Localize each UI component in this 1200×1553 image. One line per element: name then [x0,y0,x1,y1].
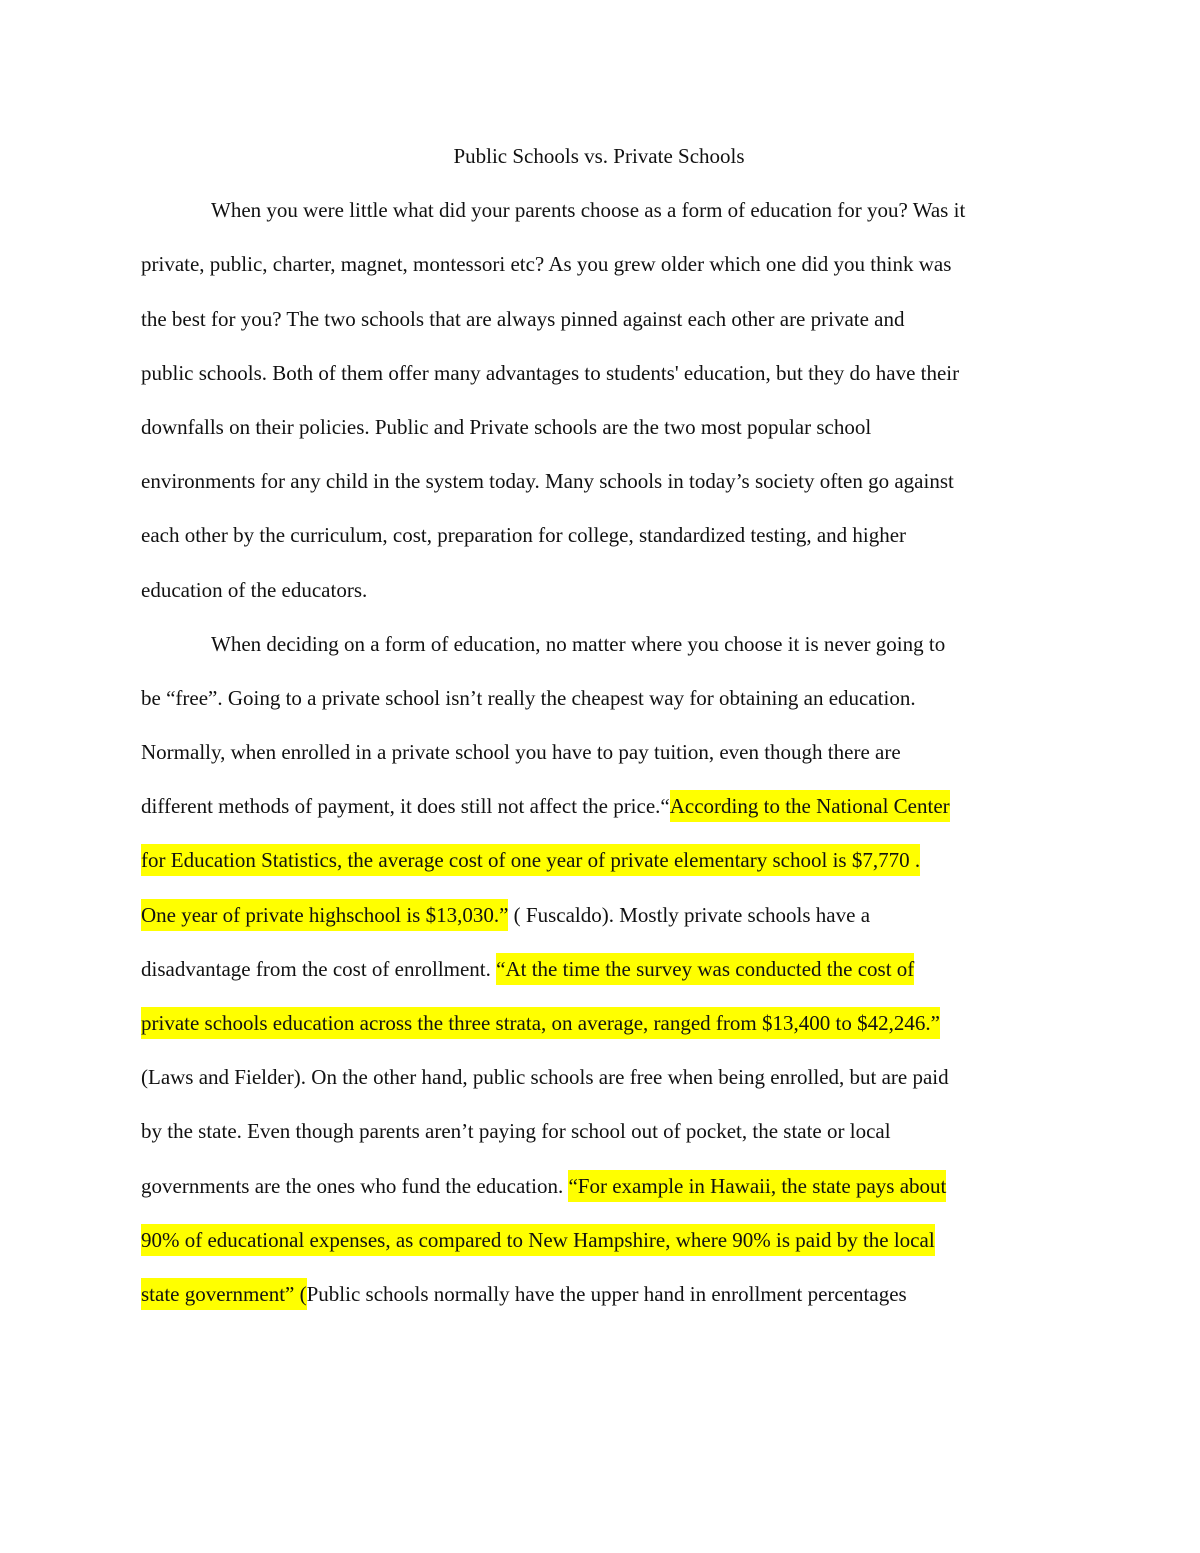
text-line [141,563,1071,617]
text-segment: (Laws and Fielder). On the other hand, public schools are free when being enrolled, but are paid [141,1065,949,1090]
text-segment: When deciding on a form of education, no matter where you choose it is never going to [211,631,946,656]
text-segment: environments for any child in the system today. Many schools in today’s society often go against [141,469,954,494]
text-segment: be “free”. Going to a private school isn’t really the cheapest way for obtaining an education. [141,685,916,710]
text-line [141,779,1071,833]
text-line [141,1104,1071,1158]
highlighted-quote: One year of private highschool is $13,030.” [141,899,508,931]
highlighted-quote: private schools education across the three strata, on average, ranged from $13,400 to $42,246.” [141,1007,940,1039]
text-line [141,1267,1071,1321]
text-segment: each other by the curriculum, cost, preparation for college, standardized testing, and higher [141,523,907,548]
text-line [141,1213,1071,1267]
text-segment: by the state. Even though parents aren’t paying for school out of pocket, the state or local [141,1119,891,1144]
text-line [141,237,1071,291]
text-line [141,888,1071,942]
text-line [141,400,1071,454]
text-segment: public schools. Both of them offer many advantages to students' education, but they do have their [141,360,960,385]
text-line [141,183,1071,237]
text-line [141,508,1071,562]
document-title: Public Schools vs. Private Schools [453,144,745,168]
text-line [141,725,1071,779]
text-line [141,996,1071,1050]
text-line [141,671,1071,725]
highlighted-quote: 90% of educational expenses, as compared to New Hampshire, where 90% is paid by the local [141,1224,935,1256]
text-line [141,617,1071,671]
highlighted-quote: for Education Statistics, the average cost of one year of private elementary school is $7,770 . [141,844,920,876]
text-segment: Normally, when enrolled in a private school you have to pay tuition, even though there are [141,740,901,765]
text-line [141,833,1071,887]
text-segment: ( Fuscaldo). Mostly private schools have a [508,902,871,927]
highlighted-quote: According to the National Center [670,790,950,822]
text-segment: private, public, charter, magnet, montessori etc? As you grew older which one did you think was [141,252,952,277]
text-segment: governments are the ones who fund the education. [141,1173,569,1198]
text-line [141,346,1071,400]
text-line [141,942,1071,996]
text-line [141,454,1071,508]
document-body [141,129,1071,1321]
text-segment: different methods of payment, it does still not affect the price.“ [141,794,670,819]
highlighted-quote: “At the time the survey was conducted the cost of [496,953,914,985]
highlighted-quote: state government” ( [141,1278,307,1310]
text-line [141,292,1071,346]
text-segment: the best for you? The two schools that are always pinned against each other are private and [141,306,905,331]
text-segment: Public schools normally have the upper hand in enrollment percentages [306,1281,907,1306]
text-segment: disadvantage from the cost of enrollment. [141,956,497,981]
text-segment: When you were little what did your parents choose as a form of education for you? Was it [211,198,966,223]
text-segment: downfalls on their policies. Public and Private schools are the two most popular school [141,414,872,439]
text-line [141,1159,1071,1213]
highlighted-quote: “For example in Hawaii, the state pays about [568,1170,946,1202]
text-line [141,1050,1071,1104]
text-segment: education of the educators. [141,577,368,602]
